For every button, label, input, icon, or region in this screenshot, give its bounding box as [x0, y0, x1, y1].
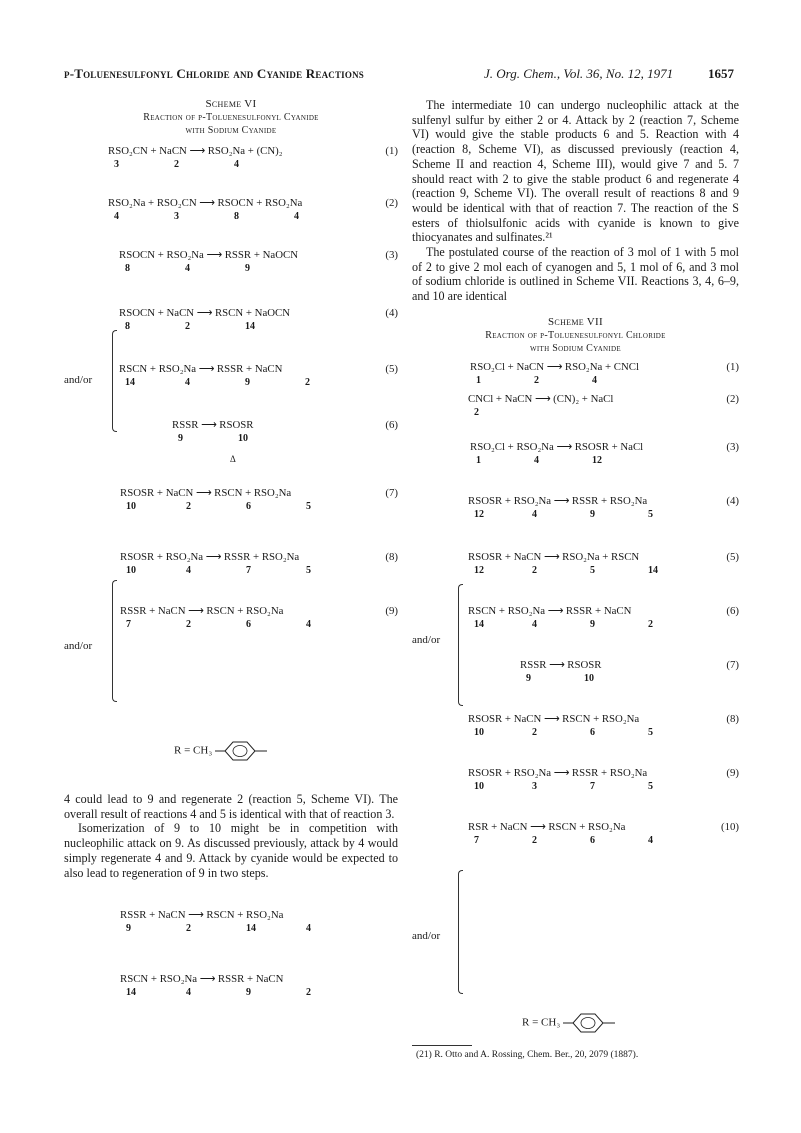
compound-number: 5: [590, 564, 595, 576]
equation-text: RSCN + RSO₂Na ⟶ RSSR + NaCN: [119, 363, 283, 375]
compound-number: 14: [648, 564, 658, 576]
equation-number: (2): [726, 392, 739, 405]
compound-number: 6: [246, 619, 251, 630]
compound-number: 9: [526, 672, 531, 684]
equation-number: (3): [385, 249, 398, 261]
and-or-label: and/or: [64, 640, 93, 652]
compound-number: 6: [590, 726, 595, 738]
compound-number: 5: [306, 565, 311, 576]
compound-number: 3: [114, 159, 119, 170]
compound-number: 2: [186, 619, 191, 630]
compound-number: 9: [590, 508, 595, 520]
equation-number: (6): [385, 419, 398, 431]
equation-text: RSO₂Cl + NaCN ⟶ RSO₂Na + CNCl: [470, 360, 639, 373]
benzene-ring-icon: [563, 1012, 619, 1034]
scheme6-title1: Reaction of p-Toluenesulfonyl Cyanide: [143, 112, 319, 123]
compound-number: 10: [584, 672, 594, 684]
compound-labels: [412, 565, 739, 577]
equation-text: RSCN + RSO₂Na ⟶ RSSR + NaCN: [120, 973, 284, 985]
left-column: [64, 92, 398, 998]
alternative-brace: [458, 584, 463, 706]
equation-text: RSOSR + NaCN ⟶ RSO₂Na + RSCN: [468, 550, 640, 563]
compound-number: 4: [185, 263, 190, 274]
right-paragraph-1: The intermediate 10 can undergo nucleophilic attack at the sulfenyl sulfur by either 2 or 4. Attack by 2 (reaction 7, Scheme VI) would give the stable products 6 and 5. Reaction with 4 (reaction 8, Scheme VI), as discussed previously (reaction 4, Scheme II and reaction 4, Scheme III), would give 7 and 5. 7 should react with 2 to give the stable product 6 and regenerate 4 (reaction 9, Scheme VI). The overall result of reactions 8 and 9 would be identical with that of reaction 7. The reaction of the S esters of thiolsulfonic acids with cyanide is known to give thiocyanates and sulfinates.²¹: [412, 98, 739, 245]
compound-number: 3: [174, 211, 179, 222]
equation-number: (1): [726, 360, 739, 373]
right-paragraph-2: The postulated course of the reaction of 3 mol of 1 with 5 mol of 2 to give 2 mol each of cyanogen and 5, 1 mol of 6, and 3 mol of sodium chloride is outlined in Scheme VII. Reactions 3, 4, 6–9, and 10 are identical: [412, 245, 739, 304]
alternative-brace: [458, 870, 463, 994]
equation-text: RSO₂CN + NaCN ⟶ RSO₂Na + (CN)₂: [108, 145, 283, 157]
compound-number: 2: [306, 987, 311, 998]
equation-number: (8): [385, 551, 398, 563]
benzene-ring-icon: [215, 740, 271, 762]
reaction-equation: [412, 819, 739, 847]
reaction-equation: [64, 971, 398, 999]
compound-number: 2: [532, 726, 537, 738]
equation-text: RSOCN + NaCN ⟶ RSCN + NaOCN: [119, 307, 291, 319]
compound-number: 12: [474, 564, 484, 576]
heat-delta: Δ: [230, 454, 236, 464]
equation-text: RSOSR + NaCN ⟶ RSCN + RSO₂Na: [120, 487, 292, 499]
compound-number: 4: [648, 834, 653, 846]
reaction-equation: [64, 549, 398, 577]
compound-number: 4: [186, 565, 191, 576]
equation-text: RSCN + RSO₂Na ⟶ RSSR + NaCN: [468, 604, 632, 617]
equation-number: (6): [726, 604, 739, 617]
equation-number: (4): [385, 307, 398, 319]
compound-number: 7: [590, 780, 595, 792]
equation-text: RSOSR + NaCN ⟶ RSCN + RSO₂Na: [468, 712, 640, 725]
compound-number: 9: [590, 618, 595, 630]
compound-labels: [64, 565, 398, 577]
header-title: p-Toluenesulfonyl Chloride and Cyanide Reactions: [64, 66, 364, 81]
equation-number: (3): [726, 440, 739, 453]
compound-number: 9: [245, 377, 250, 388]
equation-text: RSO₂Cl + RSO₂Na ⟶ RSOSR + NaCl: [470, 440, 644, 453]
compound-labels: [412, 727, 739, 739]
compound-labels: [64, 433, 398, 445]
compound-number: 9: [245, 263, 250, 274]
equation-number: (9): [385, 605, 398, 617]
compound-number: 4: [532, 508, 537, 520]
compound-labels: [64, 211, 398, 223]
compound-number: 1: [476, 374, 481, 386]
compound-labels: [412, 455, 739, 467]
compound-number: 4: [534, 454, 539, 466]
compound-number: 5: [648, 780, 653, 792]
equation-text: RSR + NaCN ⟶ RSCN + RSO₂Na: [468, 820, 626, 833]
compound-labels: [412, 781, 739, 793]
compound-number: 9: [126, 923, 131, 934]
compound-number: 4: [114, 211, 119, 222]
alternative-brace: [112, 330, 117, 432]
page-number: 1657: [708, 66, 734, 81]
compound-number: 2: [305, 377, 310, 388]
reaction-equation: [64, 485, 398, 513]
compound-number: 10: [474, 726, 484, 738]
compound-number: 1: [476, 454, 481, 466]
scheme6-caption: [64, 98, 398, 137]
equation-number: (1): [385, 145, 398, 157]
compound-number: 7: [474, 834, 479, 846]
footnote-rule: [412, 1045, 472, 1046]
compound-number: 3: [532, 780, 537, 792]
compound-number: 2: [186, 501, 191, 512]
compound-number: 4: [306, 923, 311, 934]
and-or-label: and/or: [412, 634, 441, 646]
compound-number: 2: [648, 618, 653, 630]
reaction-equation: [412, 765, 739, 793]
compound-number: 10: [126, 565, 136, 576]
equation-text: CNCl + NaCN ⟶ (CN)₂ + NaCl: [468, 392, 614, 405]
reaction-equation: [412, 391, 739, 419]
reaction-equation: [64, 143, 398, 171]
r-def-text: R = CH₃: [174, 744, 213, 757]
running-header: [0, 66, 801, 86]
compound-number: 5: [306, 501, 311, 512]
compound-labels: [64, 987, 398, 999]
compound-number: 2: [185, 321, 190, 332]
compound-number: 10: [126, 501, 136, 512]
scheme7-label: Scheme VII: [548, 315, 603, 328]
compound-number: 9: [178, 433, 183, 444]
left-bottom-equations: [64, 907, 398, 999]
compound-number: 2: [532, 834, 537, 846]
compound-labels: [412, 375, 739, 387]
compound-number: 4: [186, 987, 191, 998]
compound-number: 4: [532, 618, 537, 630]
scheme6-title2: with Sodium Cyanide: [185, 125, 277, 136]
compound-number: 8: [234, 211, 239, 222]
compound-number: 7: [246, 565, 251, 576]
equation-number: (9): [726, 766, 739, 779]
equation-number: (5): [726, 550, 739, 563]
equation-text: RSSR ⟶ RSOSR: [520, 658, 602, 671]
equation-text: RSOSR + RSO₂Na ⟶ RSSR + RSO₂Na: [468, 766, 648, 779]
left-paragraph-1: 4 could lead to 9 and regenerate 2 (reaction 5, Scheme VI). The overall result of reactions 4 and 5 is identical with that of reaction 3.: [64, 792, 398, 821]
compound-labels: [412, 509, 739, 521]
compound-number: 4: [234, 159, 239, 170]
scheme7-title2: with Sodium Cyanide: [530, 342, 621, 354]
compound-number: 5: [648, 508, 653, 520]
equation-text: RSOSR + RSO₂Na ⟶ RSSR + RSO₂Na: [468, 494, 648, 507]
compound-labels: [412, 407, 739, 419]
equation-number: (7): [726, 658, 739, 671]
compound-labels: [64, 263, 398, 275]
compound-number: 10: [474, 780, 484, 792]
right-body-text: [412, 98, 739, 304]
compound-number: 12: [474, 508, 484, 520]
compound-number: 14: [126, 987, 136, 998]
compound-number: 14: [245, 321, 255, 332]
reaction-equation: [64, 247, 398, 275]
compound-number: 6: [590, 834, 595, 846]
compound-number: 4: [592, 374, 597, 386]
compound-number: 2: [474, 406, 479, 418]
r-def-text-right: R = CH₃: [522, 1016, 561, 1029]
reaction-equation: [412, 493, 739, 521]
reaction-equation: [412, 549, 739, 577]
and-or-label: and/or: [412, 930, 441, 942]
header-journal: J. Org. Chem., Vol. 36, No. 12, 1971: [484, 66, 674, 81]
left-paragraph-2: Isomerization of 9 to 10 might be in competition with nucleophilic attack on 9. As discussed previously, attack by 4 would simply regenerate 4 and 9. Attack by cyanide would be expected to also lead to regeneration of 9 in two steps.: [64, 821, 398, 880]
reaction-equation: [64, 195, 398, 223]
equation-number: (10): [721, 820, 739, 833]
scheme7-caption: [412, 316, 739, 355]
equation-text: RSSR + NaCN ⟶ RSCN + RSO₂Na: [120, 605, 284, 617]
compound-number: 4: [306, 619, 311, 630]
reaction-equation: [412, 711, 739, 739]
r-definition-right: [522, 1012, 619, 1034]
alternative-brace: [112, 580, 117, 702]
compound-labels: [64, 159, 398, 171]
compound-labels: [412, 835, 739, 847]
compound-number: 12: [592, 454, 602, 466]
equation-number: (2): [385, 197, 398, 209]
compound-number: 4: [185, 377, 190, 388]
compound-number: 14: [246, 923, 256, 934]
and-or-label: and/or: [64, 374, 93, 386]
compound-number: 9: [246, 987, 251, 998]
compound-number: 2: [186, 923, 191, 934]
compound-number: 7: [126, 619, 131, 630]
compound-number: 14: [474, 618, 484, 630]
equation-number: (5): [385, 363, 398, 375]
equation-number: (4): [726, 494, 739, 507]
reaction-equation: [412, 359, 739, 387]
equation-text: RSSR + NaCN ⟶ RSCN + RSO₂Na: [120, 909, 284, 921]
compound-number: 8: [125, 321, 130, 332]
reaction-equation: [64, 305, 398, 333]
equation-text: RSOCN + RSO₂Na ⟶ RSSR + NaOCN: [119, 249, 299, 261]
equation-number: (8): [726, 712, 739, 725]
compound-number: 2: [532, 564, 537, 576]
compound-labels: [64, 923, 398, 935]
reaction-equation: [64, 907, 398, 935]
scheme7-title1: Reaction of p-Toluenesulfonyl Chloride: [485, 329, 666, 341]
compound-number: 14: [125, 377, 135, 388]
compound-number: 2: [534, 374, 539, 386]
equation-text: RSSR ⟶ RSOSR: [172, 419, 254, 431]
scheme6-label: Scheme VI: [205, 98, 257, 110]
footnote: (21) R. Otto and A. Rossing, Chem. Ber., 20, 2079 (1887).: [416, 1050, 639, 1060]
compound-number: 2: [174, 159, 179, 170]
equation-text: RSO₂Na + RSO₂CN ⟶ RSOCN + RSO₂Na: [108, 197, 303, 209]
right-column: [412, 92, 739, 1029]
equation-number: (7): [385, 487, 398, 499]
compound-number: 4: [294, 211, 299, 222]
compound-labels: [64, 501, 398, 513]
reaction-equation: [412, 439, 739, 467]
compound-number: 8: [125, 263, 130, 274]
compound-number: 10: [238, 433, 248, 444]
compound-number: 5: [648, 726, 653, 738]
compound-number: 6: [246, 501, 251, 512]
r-definition-left: [174, 740, 271, 762]
left-body-text: [64, 792, 398, 880]
equation-text: RSOSR + RSO₂Na ⟶ RSSR + RSO₂Na: [120, 551, 300, 563]
